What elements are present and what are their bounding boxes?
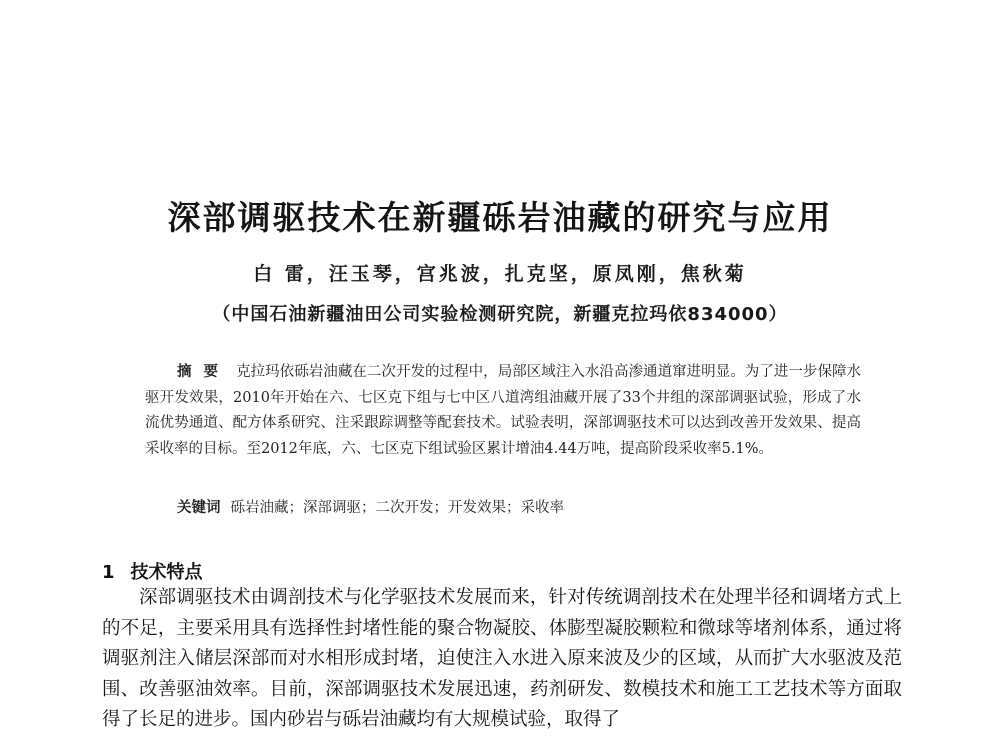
section-body-text: 深部调驱技术由调剖技术与化学驱技术发展而来，针对传统调剖技术在处理半径和调堵方式上的不足，主要采用具有选择性封堵性能的聚合物凝胶、体膨型凝胶颗粒和微球等堵剂体系，通过将调驱剂注入储层深部而对水相形成封堵，迫使注入水进入原来波及少的区域，从而扩大水驱波及范围、改善驱油效率。目前，深部调驱技术发展迅速，药剂研发、数模技术和施工工艺技术等方面取得了长足的进步。国内砂岩与砾岩油藏均有大规模试验，取得了 bbox=[102, 587, 902, 730]
section-number: 1 bbox=[102, 562, 115, 583]
abstract-label: 摘要 bbox=[177, 364, 231, 380]
section-title: 技术特点 bbox=[130, 562, 203, 583]
keywords-text: 砾岩油藏；深部调驱；二次开发；开发效果；采收率 bbox=[230, 500, 564, 516]
abstract bbox=[145, 360, 861, 463]
paper-title: 深部调驱技术在新疆砾岩油藏的研究与应用 bbox=[167, 198, 833, 237]
keywords bbox=[177, 496, 564, 517]
author-list: 白 雷，汪玉琴，宫兆波，扎克坚，原凤刚，焦秋菊 bbox=[253, 263, 747, 285]
affiliation: （中国石油新疆油田公司实验检测研究院，新疆克拉玛依834000） bbox=[212, 304, 788, 325]
keywords-label: 关键词 bbox=[177, 500, 221, 516]
section-heading bbox=[102, 558, 203, 584]
abstract-text: 克拉玛依砾岩油藏在二次开发的过程中，局部区域注入水沿高渗通道窜进明显。为了进一步保障水驱开发效果，2010年开始在六、七区克下组与七中区八道湾组油藏开展了33个井组的深部调驱试验，形成了水流优势通道、配方体系研究、注采跟踪调整等配套技术。试验表明，深部调驱技术可以达到改善开发效果、提高采收率的目标。至2012年底，六、七区克下组试验区累计增油4.44万吨，提高阶段采收率5.1%。 bbox=[145, 364, 862, 458]
